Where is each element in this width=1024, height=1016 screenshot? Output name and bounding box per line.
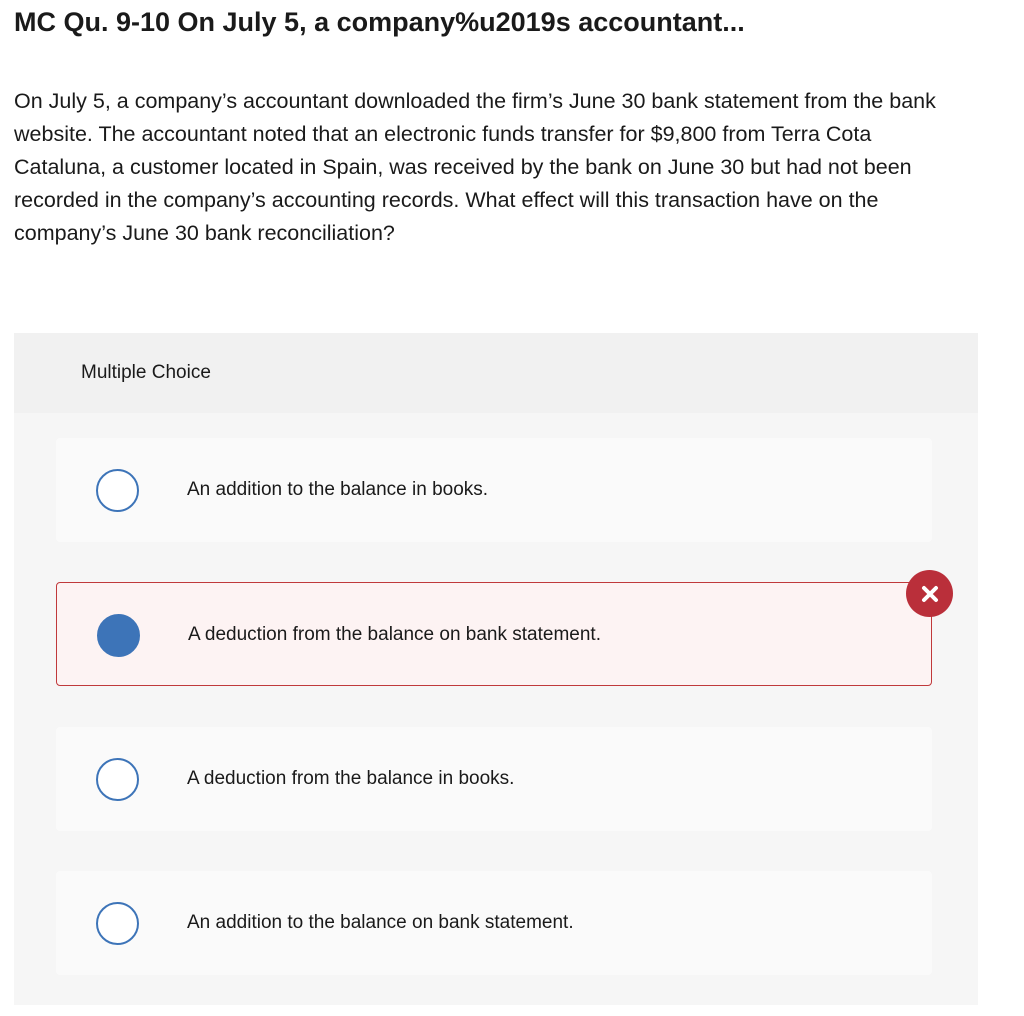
choice-option-3[interactable] — [56, 727, 932, 831]
choice-header-label: Multiple Choice — [81, 362, 211, 383]
choice-option-label: An addition to the balance on bank statement. — [187, 912, 574, 933]
radio-icon[interactable] — [96, 902, 139, 945]
choice-option-label: An addition to the balance in books. — [187, 479, 489, 500]
choice-option-4[interactable] — [56, 871, 932, 975]
multiple-choice-panel — [14, 333, 978, 1005]
choice-option-label: A deduction from the balance in books. — [187, 768, 515, 789]
choice-option-label: A deduction from the balance on bank statement. — [188, 624, 601, 645]
page-title: MC Qu. 9-10 On July 5, a company%u2019s accountant... — [14, 7, 745, 37]
close-icon — [920, 584, 940, 604]
choice-header — [14, 333, 978, 413]
choice-option-2[interactable] — [56, 582, 932, 686]
radio-icon[interactable] — [96, 758, 139, 801]
radio-selected-icon[interactable] — [97, 614, 140, 657]
radio-icon[interactable] — [96, 469, 139, 512]
choice-option-1[interactable] — [56, 438, 932, 542]
question-text: On July 5, a company’s accountant downloaded the firm’s June 30 bank statement from the bank website. The accountant noted that an electronic funds transfer for $9,800 from Terra Cota Cataluna, a customer located in Spain, was received by the bank on June 30 but had not been recorded in the company’s accounting records. What effect will this transaction have on the company’s June 30 bank reconciliation? — [14, 89, 936, 245]
incorrect-badge — [906, 570, 953, 617]
